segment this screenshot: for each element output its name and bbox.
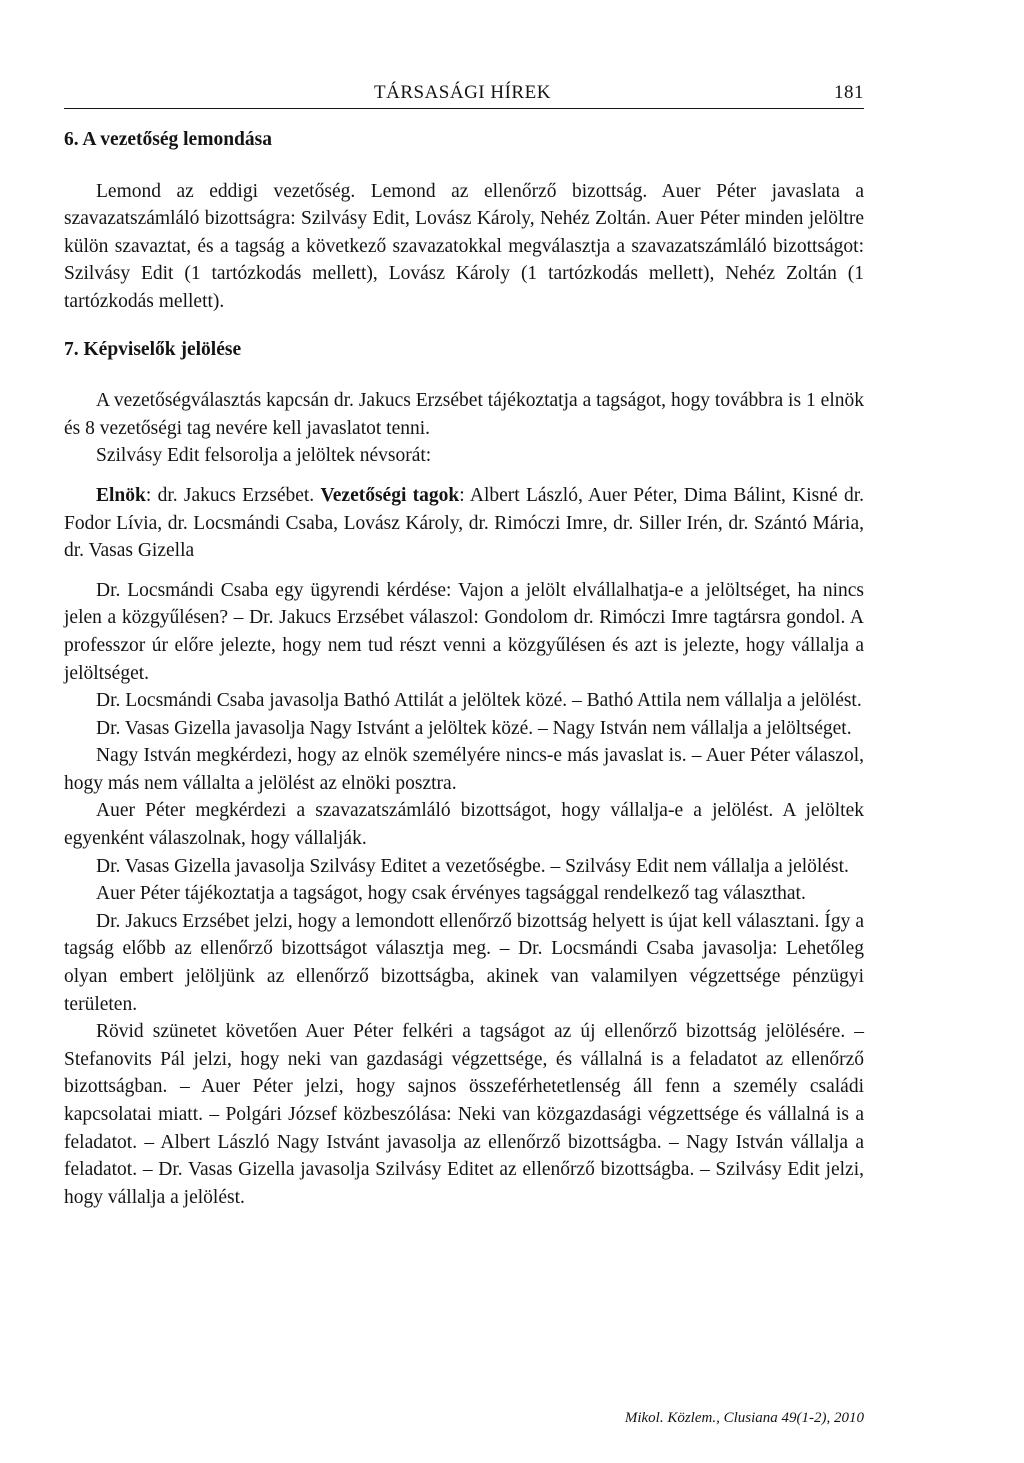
paragraph: Lemond az eddigi vezetőség. Lemond az ellenőrző bizottság. Auer Péter javaslata a szavazatszámláló bizottságra: Szilvásy Edit, Lovász Károly, Nehéz Zoltán. Auer Péter minden jelöltre külön szavaztat, és a tagság a következő szavazatokkal megválasztja a szavazatszámláló bizottságot: Szilvásy Edit (1 tartózkodás mellett), Lovász Károly (1 tartózkodás mellett), Nehéz Zoltán (1 tartózkodás mellett). <box>64 180 864 312</box>
paragraph: Dr. Locsmándi Csaba javasolja Bathó Attilát a jelöltek közé. – Bathó Attila nem vállalja a jelölést. <box>96 690 862 712</box>
section-heading-6: 6. A vezetőség lemondása <box>64 129 272 150</box>
paragraph: A vezetőségválasztás kapcsán dr. Jakucs Erzsébet tájékoztatja a tagságot, hogy továbbra is 1 elnök és 8 vezetőségi tag nevére kell javaslatot tenni. <box>64 390 864 439</box>
footer-citation: Mikol. Közlem., Clusiana 49(1-2), 2010 <box>624 1410 864 1426</box>
paragraph: Szilvásy Edit felsorolja a jelöltek névsorát: <box>96 445 432 467</box>
paragraph: Dr. Vasas Gizella javasolja Szilvásy Editet a vezetőségbe. – Szilvásy Edit nem vállalja a jelölést. <box>96 855 849 877</box>
candidate-list <box>64 482 864 565</box>
page-number: 181 <box>834 82 864 103</box>
body-text <box>64 126 864 1211</box>
paragraph: Dr. Vasas Gizella javasolja Nagy Istvánt a jelöltek közé. – Nagy István nem vállalja a jelöltséget. <box>96 717 852 739</box>
section-heading-7: 7. Képviselők jelölése <box>64 338 242 360</box>
elnok-label: Elnök <box>96 484 146 506</box>
paragraph: Rövid szünetet követően Auer Péter felkéri a tagságot az új ellenőrző bizottság jelölésére. – Stefanovits Pál jelzi, hogy neki van gazdasági végzettsége, és vállalná is a feladatot az ellenőrző bizottságban. – Auer Péter jelzi, hogy sajnos összeférhetetlenség áll fenn a személy családi kapcsolatai miatt. – Polgári József közbeszólása: Neki van közgazdasági végzettsége és vállalná is a feladatot. – Albert László Nagy Istvánt javasolja az ellenőrző bizottságba. – Nagy István vállalja a feladatot. – Dr. Vasas Gizella javasolja Szilvásy Editet az ellenőrző bizottságba. – Szilvásy Edit jelzi, hogy vállalja a jelölést. <box>64 1021 864 1208</box>
tagok-label: Vezetőségi tagok <box>320 484 460 506</box>
paragraph: Dr. Locsmándi Csaba egy ügyrendi kérdése: Vajon a jelölt elvállalhatja-e a jelöltséget, ha nincs jelen a közgyűlésen? – Dr. Jakucs Erzsébet válaszol: Gondolom dr. Rimóczi Imre tagtársra gondol. A professzor úr előre jelezte, hogy nem tud részt venni a közgyűlésen és azt is jelezte, hogy vállalja a jelöltséget. <box>64 579 864 684</box>
tagok-text: : Albert László, Auer Péter, Dima Bálint, Kisné dr. Fodor Lívia, dr. Locsmándi Csaba, Lovász Károly, dr. Rimóczi Imre, dr. Siller Irén, dr. Szántó Mária, dr. Vasas Gizella <box>64 484 865 562</box>
running-title: TÁRSASÁGI HÍREK <box>374 82 551 103</box>
paragraph: Auer Péter megkérdezi a szavazatszámláló bizottságot, hogy vállalja-e a jelölést. A jelöltek egyenként válaszolnak, hogy vállalják. <box>64 800 864 850</box>
running-header <box>64 76 864 109</box>
paragraph: Dr. Jakucs Erzsébet jelzi, hogy a lemondott ellenőrző bizottság helyett is újat kell választani. Így a tagság előbb az ellenőrző bizottságot választja meg. – Dr. Locsmándi Csaba javasolja: Lehetőleg olyan embert jelöljünk az ellenőrző bizottságba, akinek van valamilyen végzettsége pénzügyi területen. <box>64 910 864 1015</box>
elnok-text: : dr. Jakucs Erzsébet. <box>145 484 321 506</box>
paragraph: Auer Péter tájékoztatja a tagságot, hogy csak érvényes tagsággal rendelkező tag választhat. <box>96 883 806 905</box>
paragraph: Nagy István megkérdezi, hogy az elnök személyére nincs-e más javaslat is. – Auer Péter válaszol, hogy más nem vállalta a jelölést az elnöki posztra. <box>64 745 864 794</box>
